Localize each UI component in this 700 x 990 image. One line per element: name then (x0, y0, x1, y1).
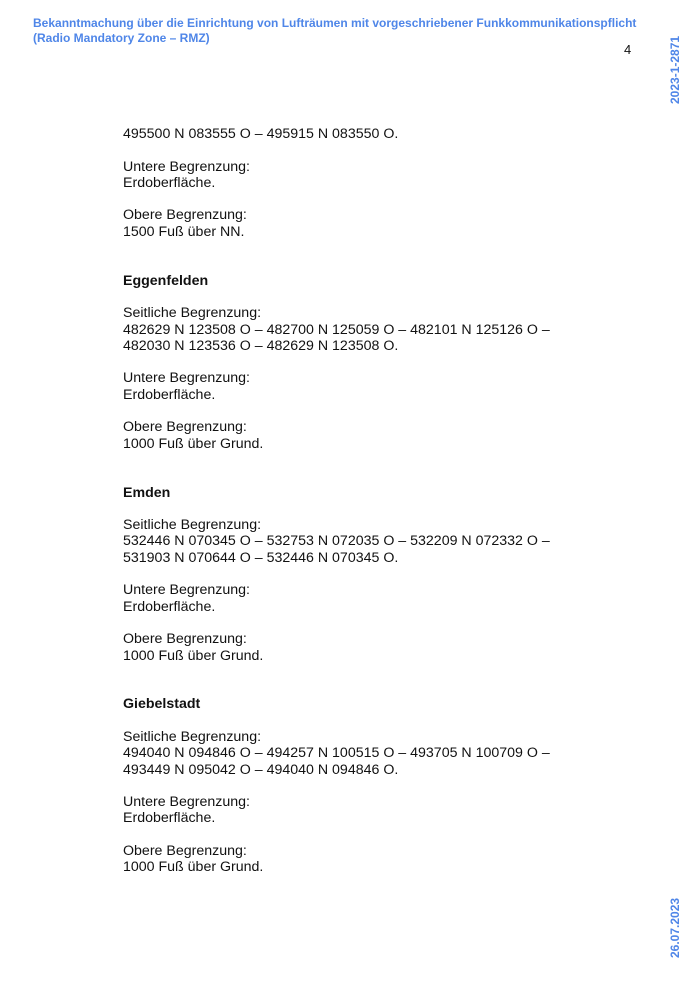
lower-boundary (123, 582, 583, 615)
upper-boundary-label: Obere Begrenzung: (123, 843, 247, 860)
intro-lower-boundary (123, 159, 583, 192)
upper-boundary (123, 419, 583, 452)
upper-boundary-label: Obere Begrenzung: (123, 207, 247, 224)
lower-boundary (123, 370, 583, 403)
coordinate-line: 495500 N 083555 O – 495915 N 083550 O. (123, 126, 399, 142)
upper-boundary-label: Obere Begrenzung: (123, 631, 247, 648)
section-giebelstadt (123, 696, 583, 875)
lateral-boundary (123, 517, 583, 566)
coordinate-line: 482030 N 123536 O – 482629 N 123508 O. (123, 337, 399, 354)
section-title: Eggenfelden (123, 272, 209, 289)
lower-boundary-value: Erdoberfläche. (123, 598, 216, 615)
upper-boundary-value: 1000 Fuß über Grund. (123, 435, 264, 452)
lateral-boundary (123, 305, 583, 354)
lower-boundary-label: Untere Begrenzung: (123, 794, 250, 811)
section-eggenfelden (123, 273, 583, 452)
section-title: Giebelstadt (123, 696, 201, 713)
document-body (123, 126, 583, 892)
lower-boundary-value: Erdoberfläche. (123, 810, 216, 827)
lower-boundary (123, 794, 583, 827)
lower-boundary-value: Erdoberfläche. (123, 174, 216, 191)
intro-lateral-boundary (123, 126, 583, 142)
lower-boundary-value: Erdoberfläche. (123, 386, 216, 403)
lateral-boundary-label: Seitliche Begrenzung: (123, 305, 262, 322)
upper-boundary-value: 1000 Fuß über Grund. (123, 647, 264, 664)
lower-boundary-label: Untere Begrenzung: (123, 158, 250, 175)
coordinate-line: 493449 N 095042 O – 494040 N 094846 O. (123, 761, 399, 778)
lower-boundary-label: Untere Begrenzung: (123, 370, 250, 387)
lateral-boundary-label: Seitliche Begrenzung: (123, 517, 262, 534)
page-number: 4 (624, 42, 632, 57)
lower-boundary-label: Untere Begrenzung: (123, 582, 250, 599)
section-emden (123, 485, 583, 664)
lateral-boundary-label: Seitliche Begrenzung: (123, 728, 262, 745)
lateral-boundary (123, 729, 583, 778)
document-date: 26.07.2023 (668, 897, 682, 958)
upper-boundary-value: 1000 Fuß über Grund. (123, 859, 264, 876)
intro-upper-boundary (123, 207, 583, 240)
coordinate-line: 531903 N 070644 O – 532446 N 070345 O. (123, 549, 399, 566)
section-title: Emden (123, 484, 171, 501)
coordinate-line: 494040 N 094846 O – 494257 N 100515 O – 493705 N 100709 O – (123, 745, 550, 762)
upper-boundary-value: 1500 Fuß über NN. (123, 223, 245, 240)
coordinate-line: 532446 N 070345 O – 532753 N 072035 O – 532209 N 072332 O – (123, 533, 550, 550)
coordinate-line: 482629 N 123508 O – 482700 N 125059 O – 482101 N 125126 O – (123, 321, 550, 338)
document-id: 2023-1-2871 (668, 35, 682, 104)
upper-boundary (123, 843, 583, 876)
upper-boundary-label: Obere Begrenzung: (123, 419, 247, 436)
document-header-title: Bekanntmachung über die Einrichtung von Lufträumen mit vorgeschriebener Funkkommunikationspflicht (Radio Mandatory Zone – RMZ) (33, 16, 637, 45)
upper-boundary (123, 631, 583, 664)
